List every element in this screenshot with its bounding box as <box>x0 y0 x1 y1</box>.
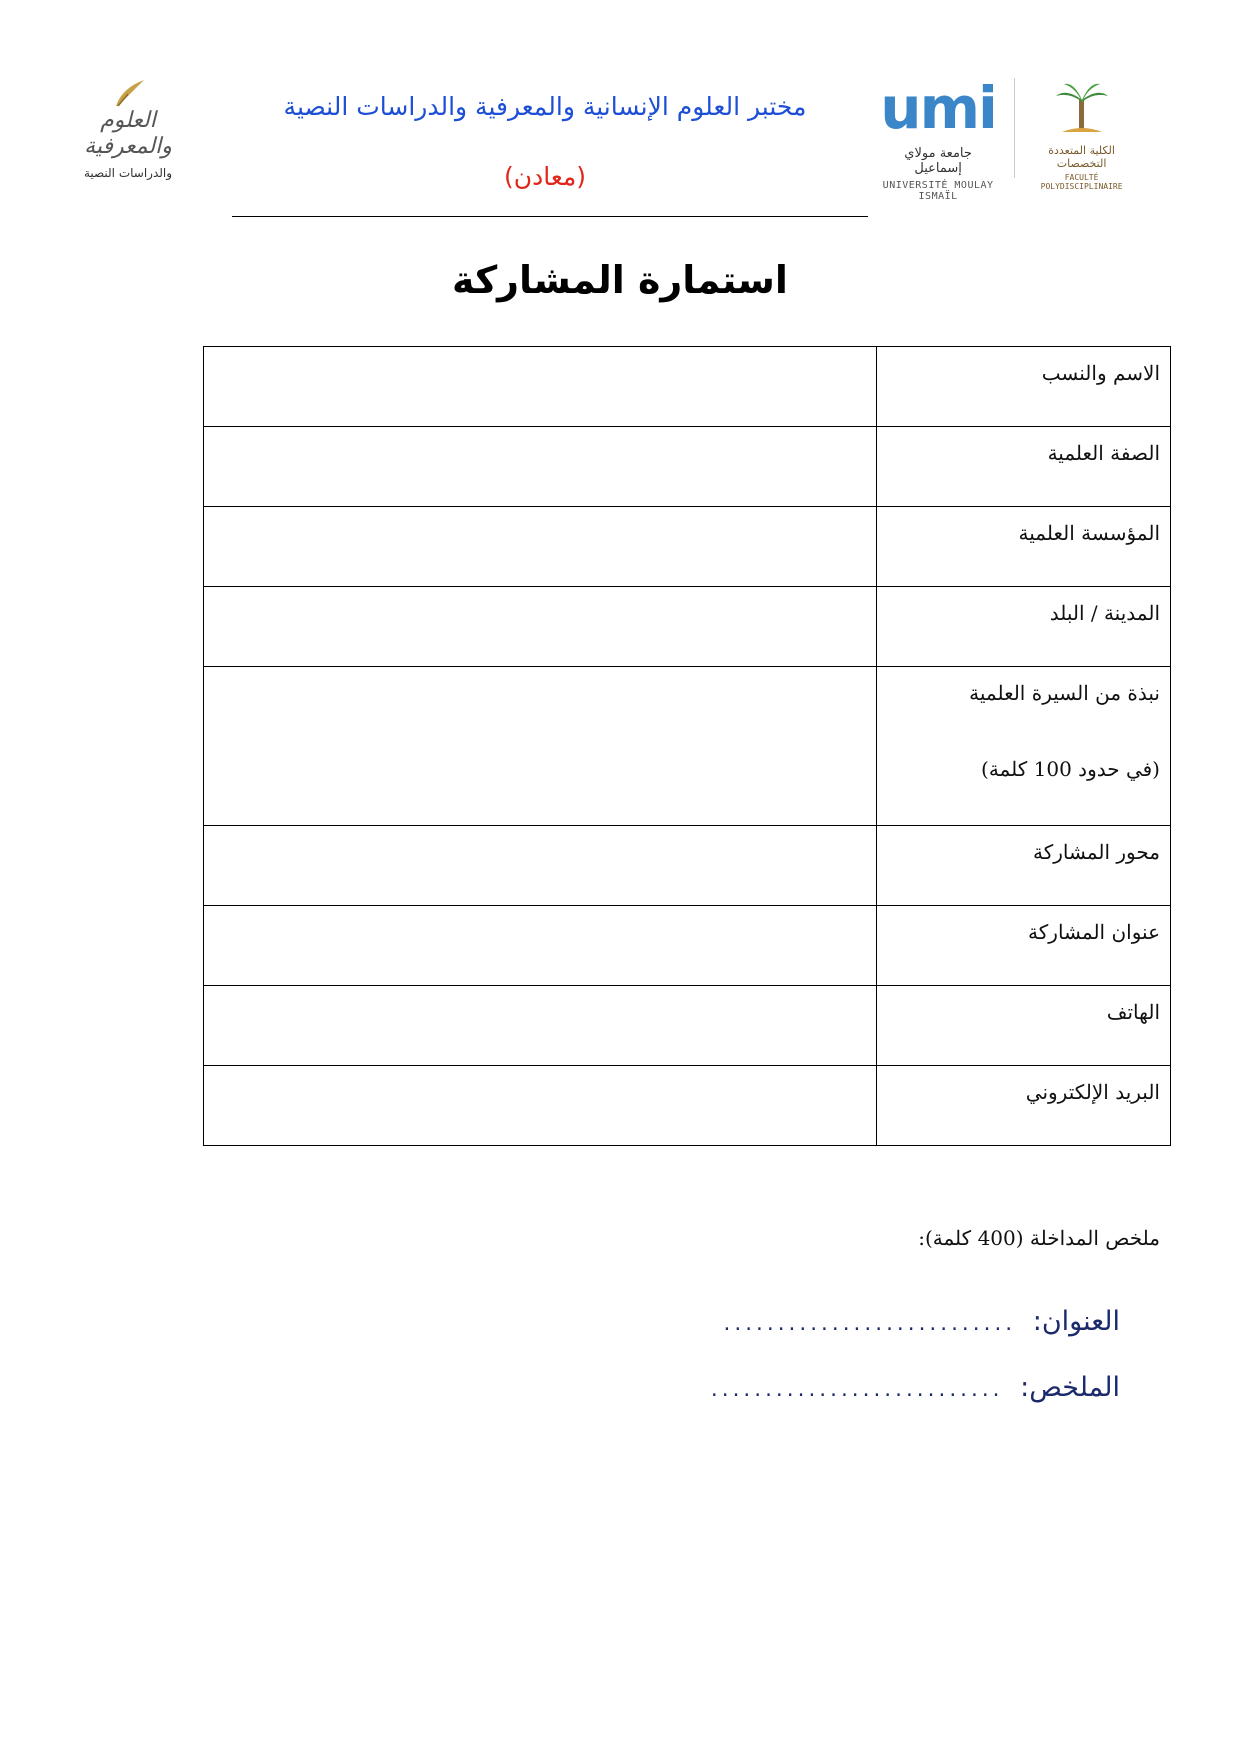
abstract-label: ملخص المداخلة (400 كلمة): <box>918 1226 1160 1250</box>
form-row-bio <box>204 667 1171 826</box>
abstract-summary-dots[interactable]: ........................... <box>708 1380 1002 1401</box>
form-row-phone <box>204 986 1171 1066</box>
field-label: المؤسسة العلمية <box>877 507 1171 587</box>
city-country-field-cell <box>204 587 877 667</box>
abstract-title-label: العنوان: <box>1032 1306 1120 1337</box>
name-field-cell <box>204 347 877 427</box>
axis-field-cell <box>204 826 877 906</box>
bio-field-cell <box>204 667 877 826</box>
participation-form-table <box>203 346 1171 1146</box>
field-label: الصفة العلمية <box>877 427 1171 507</box>
faculty-name-latin: FACULTÉ POLYDISCIPLINAIRE <box>1040 173 1123 191</box>
form-row-email <box>204 1066 1171 1146</box>
abstract-summary-line <box>700 1372 1120 1403</box>
university-logo <box>880 74 996 202</box>
bio-field[interactable] <box>204 667 876 711</box>
form-row-name <box>204 347 1171 427</box>
form-row-academic-title <box>204 427 1171 507</box>
form-title: استمارة المشاركة <box>452 258 788 302</box>
lab-abbreviation: (معادن) <box>503 162 587 191</box>
form-row-axis <box>204 826 1171 906</box>
field-label: محور المشاركة <box>877 826 1171 906</box>
faculty-name-ar: الكلية المتعددة التخصصات <box>1048 144 1115 170</box>
university-name-latin: UNIVERSITÉ MOULAY ISMAÏL <box>882 180 994 202</box>
field-label: عنوان المشاركة <box>877 906 1171 986</box>
institution-field-cell <box>204 507 877 587</box>
abstract-summary-label: الملخص: <box>1020 1372 1120 1403</box>
city-country-field[interactable] <box>204 587 876 631</box>
umi-logo-mark: umi <box>880 74 996 142</box>
field-label: المدينة / البلد <box>877 587 1171 667</box>
university-name-ar: جامعة مولاي إسماعيل <box>904 146 972 176</box>
phone-field-cell <box>204 986 877 1066</box>
abstract-title-line <box>700 1306 1120 1337</box>
email-field-cell <box>204 1066 877 1146</box>
academic-title-field-cell <box>204 427 877 507</box>
lab-logo-caption: والدراسات النصية <box>83 166 173 180</box>
field-label <box>877 667 1171 826</box>
bio-sublabel: (في حدود 100 كلمة) <box>981 757 1160 781</box>
field-label: الاسم والنسب <box>877 347 1171 427</box>
form-row-city-country <box>204 587 1171 667</box>
palm-tree-icon <box>1052 78 1112 138</box>
faculty-logo <box>1033 78 1130 191</box>
lab-title: مختبر العلوم الإنسانية والمعرفية والدراسات النصية <box>283 92 807 121</box>
field-label: الهاتف <box>877 986 1171 1066</box>
phone-field[interactable] <box>204 986 876 1030</box>
paper-title-field[interactable] <box>204 906 876 950</box>
lab-logo <box>58 78 198 190</box>
form-row-paper-title <box>204 906 1171 986</box>
form-row-institution <box>204 507 1171 587</box>
academic-title-field[interactable] <box>204 427 876 471</box>
bio-label: نبذة من السيرة العلمية <box>969 681 1160 705</box>
email-field[interactable] <box>204 1066 876 1110</box>
logo-divider <box>1014 78 1015 178</box>
name-field[interactable] <box>204 347 876 391</box>
quill-icon <box>108 78 148 108</box>
paper-title-field-cell <box>204 906 877 986</box>
institution-logos <box>880 74 1130 202</box>
lab-logo-script: العلوم والمعرفية <box>84 108 172 159</box>
participation-axis-field[interactable] <box>204 826 876 870</box>
field-label: البريد الإلكتروني <box>877 1066 1171 1146</box>
header-divider <box>232 216 868 217</box>
institution-field[interactable] <box>204 507 876 551</box>
abstract-title-dots[interactable]: ........................... <box>721 1314 1015 1335</box>
